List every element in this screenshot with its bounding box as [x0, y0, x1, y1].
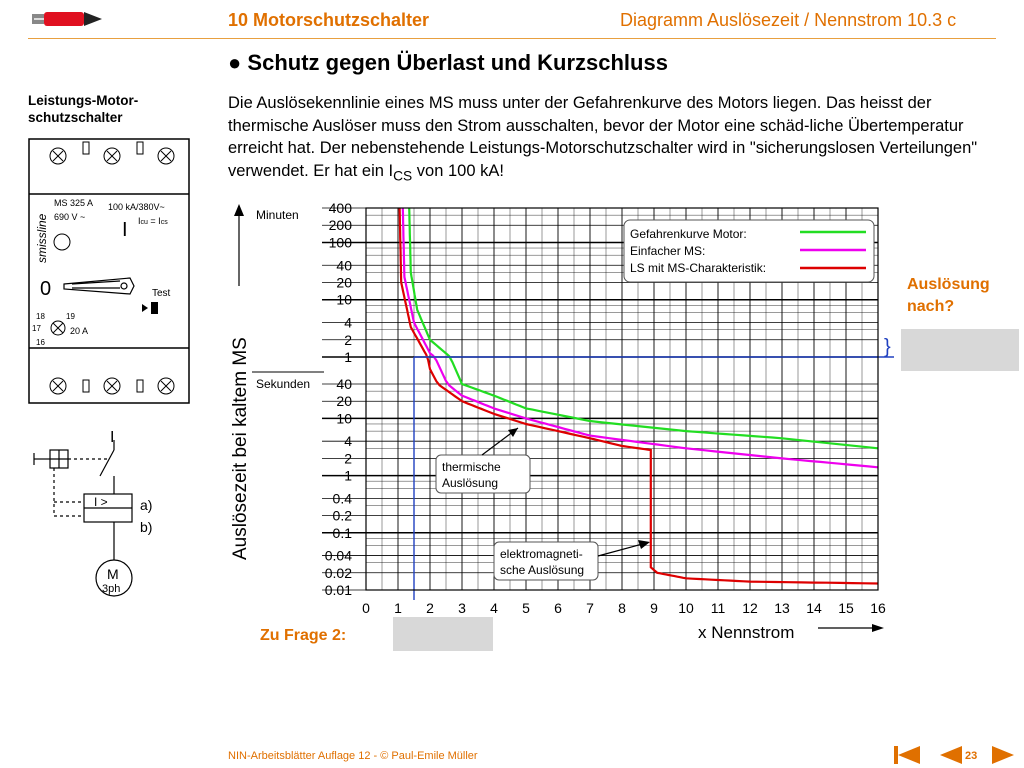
footer-copyright: NIN-Arbeitsblätter Auflage 12 - © Paul-Emile Müller	[228, 750, 478, 762]
x-axis-label: x Nennstrom	[698, 623, 795, 642]
device-voltage: 690 V ~	[54, 212, 86, 222]
first-page-icon[interactable]	[894, 746, 920, 764]
x-axis-arrow-head	[872, 624, 884, 632]
device-on-mark: I	[122, 219, 128, 241]
y-tick-label: 1	[344, 467, 352, 484]
terminal-17: 17	[32, 324, 41, 333]
annotation-magnetic-text: elektromagneti-sche Auslösung	[500, 547, 585, 577]
trip-characteristic-chart	[222, 196, 1022, 644]
chapter-title: 10 Motorschutzschalter	[228, 10, 430, 30]
body-paragraph	[228, 92, 998, 187]
x-tick-label: 8	[618, 600, 626, 616]
y-tick-label: 0.2	[332, 507, 352, 524]
motor-phase-label: 3ph	[102, 583, 121, 595]
navigation-controls	[888, 744, 1018, 766]
section-title: Diagramm Auslösezeit / Nennstrom 10.3 c	[620, 10, 957, 30]
body-text-main: Die Auslösekennlinie eines MS muss unter der Gefahrenkurve des Motors liegen. Das heisst der thermische Auslöser muss den Strom ausschalten, bevor der Motor eine schäd-liche Übertemperatur erreicht hat. Der nebenstehende Leistungs-Motorschutzschalter wird in "sicherungslosen Verteilungen" verwendet. Er hat ein I	[228, 94, 978, 180]
circuit-trip-symbol: I >	[94, 495, 108, 509]
x-tick-label: 7	[586, 600, 594, 616]
frage-answer-box[interactable]	[393, 617, 493, 651]
x-tick-label: 6	[554, 600, 562, 616]
y-unit-seconds: Sekunden	[256, 377, 311, 391]
y-tick-label: 20	[336, 393, 352, 410]
device-current: 20 A	[70, 326, 89, 336]
heading-text: Schutz gegen Überlast und Kurzschluss	[247, 50, 668, 75]
x-tick-label: 16	[870, 600, 886, 616]
device-test-label: Test	[152, 288, 171, 299]
y-tick-label: 2	[344, 450, 352, 467]
x-tick-label: 5	[522, 600, 530, 616]
x-tick-label: 1	[394, 600, 402, 616]
x-tick-label: 13	[774, 600, 790, 616]
answer-label	[907, 274, 1017, 318]
y-tick-label: 20	[336, 274, 352, 291]
annotation-thermal	[436, 455, 530, 493]
device-model: MS 325 A	[54, 198, 94, 208]
y-tick-label: 0.1	[332, 524, 352, 541]
annotation-thermal-text: thermische Auslösung	[442, 460, 501, 490]
x-tick-label: 9	[650, 600, 658, 616]
circuit-switch-mark: I	[110, 429, 115, 446]
device-zero-mark: 0	[40, 278, 52, 300]
page-number: 23	[965, 750, 978, 762]
previous-page-icon[interactable]	[940, 746, 962, 764]
annotation-magnetic	[494, 542, 598, 580]
y-tick-label: 4	[344, 314, 352, 331]
x-tick-label: 2	[426, 600, 434, 616]
circuit-label-a: a)	[140, 497, 153, 513]
next-page-icon[interactable]	[992, 746, 1014, 764]
x-tick-label: 11	[710, 600, 726, 616]
y-tick-label: 10	[336, 410, 352, 427]
y-tick-label: 10	[336, 291, 352, 308]
answer-label-text: Auslösung nach?	[907, 276, 990, 315]
y-tick-label: 400	[328, 200, 352, 216]
header-divider	[28, 38, 996, 39]
terminal-18: 18	[36, 312, 45, 321]
y-tick-label: 40	[336, 376, 352, 392]
body-text-end: von 100 kA!	[412, 161, 504, 180]
terminal-16: 16	[36, 338, 45, 347]
body-subscript: CS	[393, 167, 413, 183]
main-heading	[228, 50, 668, 76]
annotation-arrow-head	[638, 540, 650, 549]
answer-bracket: }	[884, 336, 891, 358]
device-rating: 100 kA/380V~	[108, 202, 165, 212]
x-tick-label: 10	[678, 600, 694, 616]
legend-item-2: LS mit MS-Charakteristik:	[630, 261, 767, 275]
motor-label: M	[107, 566, 119, 582]
y-unit-minutes: Minuten	[256, 208, 299, 222]
x-tick-label: 0	[362, 600, 370, 616]
y-tick-label: 0.01	[324, 582, 352, 598]
chart-legend	[624, 220, 874, 282]
y-tick-label: 0.04	[324, 547, 352, 564]
device-brand: smissline	[35, 213, 49, 263]
y-tick-label: 0.4	[332, 490, 352, 507]
device-label: Leistungs-Motor-schutzschalter	[28, 93, 139, 125]
y-tick-label: 2	[344, 331, 352, 348]
circuit-diagram	[28, 420, 208, 610]
y-tick-label: 4	[344, 433, 352, 450]
x-tick-label: 4	[490, 600, 498, 616]
y-tick-label: 0.02	[324, 564, 352, 581]
y-tick-label: 200	[328, 217, 352, 234]
annotation-arrow-head	[508, 428, 518, 437]
device-icu-ics: Icu = Ics	[138, 216, 168, 226]
x-tick-label: 3	[458, 600, 466, 616]
terminal-19: 19	[66, 312, 75, 321]
y-tick-label: 1	[344, 349, 352, 365]
y-tick-label: 100	[328, 234, 352, 251]
x-tick-label: 15	[838, 600, 854, 616]
x-tick-label: 14	[806, 600, 822, 616]
circuit-label-b: b)	[140, 519, 153, 535]
x-tick-label: 12	[742, 600, 758, 616]
answer-box[interactable]	[901, 329, 1019, 371]
pencil-logo-icon	[30, 6, 110, 32]
y-axis-arrow-head	[234, 204, 244, 216]
legend-item-0: Gefahrenkurve Motor:	[630, 227, 747, 241]
motor-protection-switch-image	[28, 138, 190, 404]
y-axis-label: Auslösezeit bei kaltem MS	[230, 337, 251, 560]
y-tick-label: 40	[336, 257, 352, 274]
legend-item-1: Einfacher MS:	[630, 244, 706, 258]
frage-label: Zu Frage 2:	[260, 627, 347, 644]
bullet-icon: ●	[228, 50, 242, 75]
